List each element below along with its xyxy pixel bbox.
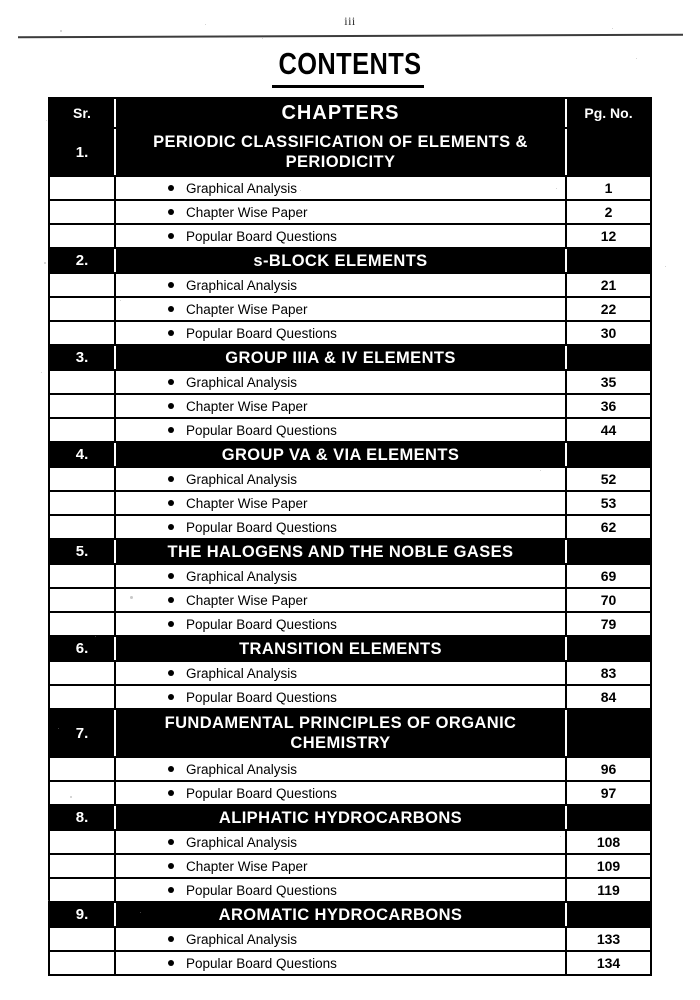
entry-label: Popular Board Questions: [186, 689, 337, 705]
bullet-icon: [168, 476, 174, 482]
bullet-icon: [168, 887, 174, 893]
entry-label-cell: [114, 662, 567, 684]
bullet-icon: [168, 790, 174, 796]
entry-label: Chapter Wise Paper: [186, 858, 308, 874]
bullet-icon: [168, 282, 174, 288]
entry-row[interactable]: [50, 201, 650, 225]
entry-label-cell: [114, 225, 567, 247]
entry-row[interactable]: [50, 395, 650, 419]
entry-sr-cell: [50, 928, 114, 950]
entry-page-number: 83: [600, 665, 617, 681]
chapter-number: 7.: [75, 724, 89, 742]
chapter-title: THE HALOGENS AND THE NOBLE GASES: [114, 540, 567, 563]
entry-label: Graphical Analysis: [186, 277, 298, 293]
entry-sr-cell: [50, 322, 114, 344]
chapter-row[interactable]: [50, 540, 650, 565]
bullet-icon: [168, 500, 174, 506]
entry-row[interactable]: [50, 298, 650, 322]
chapter-number: 2.: [75, 252, 89, 269]
entry-row[interactable]: [50, 855, 650, 879]
chapter-row[interactable]: [50, 443, 650, 468]
column-header-page-no: Pg. No.: [584, 105, 633, 121]
entry-sr-cell: [50, 613, 114, 635]
entry-page-number: 79: [600, 616, 617, 632]
entry-row[interactable]: [50, 686, 650, 710]
page-title: CONTENTS: [278, 46, 422, 81]
entry-sr-cell: [50, 879, 114, 901]
entry-sr-cell: [50, 952, 114, 974]
scan-speckle: [665, 266, 666, 267]
entry-page-number: 21: [600, 277, 617, 293]
entry-sr-cell: [50, 371, 114, 393]
contents-table-body: [50, 129, 650, 976]
entry-label-cell: [114, 492, 567, 514]
entry-sr-cell: [50, 468, 114, 490]
column-header-chapters: CHAPTERS: [114, 99, 567, 127]
entry-label-cell: [114, 395, 567, 417]
entry-row[interactable]: [50, 371, 650, 395]
chapter-row[interactable]: [50, 806, 650, 831]
entry-label: Graphical Analysis: [186, 931, 298, 947]
entry-label: Graphical Analysis: [186, 180, 298, 196]
bullet-icon: [168, 233, 174, 239]
entry-row[interactable]: [50, 322, 650, 346]
entry-label: Graphical Analysis: [186, 374, 298, 390]
entry-label-cell: [114, 177, 567, 199]
entry-label-cell: [114, 322, 567, 344]
chapter-number: 9.: [75, 906, 89, 923]
entry-sr-cell: [50, 225, 114, 247]
bullet-icon: [168, 863, 174, 869]
entry-sr-cell: [50, 589, 114, 611]
entry-sr-cell: [50, 662, 114, 684]
chapter-number: 8.: [75, 809, 89, 826]
bullet-icon: [168, 936, 174, 942]
entry-sr-cell: [50, 855, 114, 877]
scan-speckle: [60, 30, 62, 32]
chapter-page-cell: [567, 806, 650, 829]
page-folio: iii: [344, 14, 356, 28]
entry-page-number: 119: [597, 882, 620, 898]
entry-sr-cell: [50, 395, 114, 417]
entry-sr-cell: [50, 758, 114, 780]
entry-label: Chapter Wise Paper: [186, 495, 308, 511]
scan-speckle: [41, 372, 42, 373]
scan-speckle: [262, 38, 263, 39]
page-title-underline: [272, 85, 424, 88]
entry-sr-cell: [50, 201, 114, 223]
entry-row[interactable]: [50, 879, 650, 903]
entry-label: Popular Board Questions: [186, 519, 337, 535]
bullet-icon: [168, 209, 174, 215]
entry-row[interactable]: [50, 831, 650, 855]
entry-row[interactable]: [50, 492, 650, 516]
chapter-page-cell: [567, 443, 650, 466]
entry-label-cell: [114, 758, 567, 780]
entry-page-number: 108: [596, 834, 621, 850]
entry-page-number: 69: [600, 568, 617, 584]
entry-label-cell: [114, 613, 567, 635]
entry-label-cell: [114, 928, 567, 950]
entry-page-number: 62: [600, 519, 617, 535]
entry-page-number: 35: [600, 374, 617, 390]
entry-page-number: 109: [596, 858, 621, 874]
bullet-icon: [168, 427, 174, 433]
column-header-sr: Sr.: [73, 105, 91, 121]
chapter-title: FUNDAMENTAL PRINCIPLES OF ORGANIC CHEMISTRY: [114, 710, 567, 756]
entry-label: Graphical Analysis: [186, 471, 298, 487]
entry-sr-cell: [50, 831, 114, 853]
chapter-title: AROMATIC HYDROCARBONS: [114, 903, 567, 926]
bullet-icon: [168, 573, 174, 579]
entry-label: Chapter Wise Paper: [186, 301, 308, 317]
entry-label-cell: [114, 879, 567, 901]
entry-label-cell: [114, 589, 567, 611]
entry-row[interactable]: [50, 782, 650, 806]
entry-label: Graphical Analysis: [186, 665, 298, 681]
entry-row[interactable]: [50, 516, 650, 540]
entry-row[interactable]: [50, 225, 650, 249]
bullet-icon: [168, 524, 174, 530]
entry-label-cell: [114, 686, 567, 708]
entry-page-number: 22: [600, 301, 617, 317]
entry-label-cell: [114, 516, 567, 538]
entry-label-cell: [114, 831, 567, 853]
entry-row[interactable]: [50, 928, 650, 952]
entry-label-cell: [114, 298, 567, 320]
chapter-row[interactable]: [50, 710, 650, 758]
scan-speckle: [44, 262, 46, 264]
chapter-page-cell: [567, 903, 650, 926]
chapter-row[interactable]: [50, 346, 650, 371]
chapter-number: 4.: [75, 446, 89, 463]
entry-label: Popular Board Questions: [186, 882, 337, 898]
entry-row[interactable]: [50, 419, 650, 443]
entry-page-number: 53: [600, 495, 617, 511]
chapter-title: TRANSITION ELEMENTS: [114, 637, 567, 660]
chapter-page-cell: [567, 710, 650, 756]
entry-sr-cell: [50, 565, 114, 587]
entry-label: Chapter Wise Paper: [186, 592, 308, 608]
entry-row[interactable]: [50, 177, 650, 201]
entry-label: Popular Board Questions: [186, 785, 337, 801]
chapter-row[interactable]: [50, 903, 650, 928]
bullet-icon: [168, 330, 174, 336]
header-rule: [18, 34, 683, 39]
table-header-row: [50, 99, 650, 129]
entry-sr-cell: [50, 298, 114, 320]
bullet-icon: [168, 694, 174, 700]
entry-page-number: 2: [604, 204, 613, 220]
entry-sr-cell: [50, 177, 114, 199]
entry-row[interactable]: [50, 758, 650, 782]
entry-row[interactable]: [50, 613, 650, 637]
entry-label-cell: [114, 201, 567, 223]
bullet-icon: [168, 306, 174, 312]
entry-page-number: 30: [600, 325, 617, 341]
bullet-icon: [168, 670, 174, 676]
entry-page-number: 70: [600, 592, 617, 608]
entry-label: Chapter Wise Paper: [186, 204, 308, 220]
entry-label-cell: [114, 565, 567, 587]
chapter-page-cell: [567, 346, 650, 369]
entry-sr-cell: [50, 419, 114, 441]
entry-row[interactable]: [50, 565, 650, 589]
entry-page-number: 97: [600, 785, 617, 801]
chapter-number: 5.: [75, 543, 89, 560]
entry-page-number: 133: [596, 931, 621, 947]
entry-sr-cell: [50, 274, 114, 296]
bullet-icon: [168, 766, 174, 772]
chapter-row[interactable]: [50, 249, 650, 274]
bullet-icon: [168, 379, 174, 385]
bullet-icon: [168, 597, 174, 603]
entry-label: Popular Board Questions: [186, 955, 337, 971]
entry-label: Graphical Analysis: [186, 834, 298, 850]
entry-label-cell: [114, 855, 567, 877]
entry-label-cell: [114, 468, 567, 490]
entry-row[interactable]: [50, 274, 650, 298]
chapter-title: GROUP VA & VIA ELEMENTS: [114, 443, 567, 466]
chapter-page-cell: [567, 637, 650, 660]
chapter-number: 6.: [75, 640, 89, 657]
entry-label: Graphical Analysis: [186, 568, 298, 584]
entry-label: Popular Board Questions: [186, 422, 337, 438]
chapter-number: 1.: [75, 143, 89, 161]
entry-page-number: 1: [604, 180, 613, 196]
entry-label-cell: [114, 419, 567, 441]
entry-label-cell: [114, 371, 567, 393]
chapter-number: 3.: [75, 349, 89, 366]
entry-sr-cell: [50, 686, 114, 708]
chapter-title: ALIPHATIC HYDROCARBONS: [114, 806, 567, 829]
entry-label: Popular Board Questions: [186, 228, 337, 244]
entry-page-number: 52: [600, 471, 617, 487]
chapter-title: PERIODIC CLASSIFICATION OF ELEMENTS & PERIODICITY: [114, 129, 567, 175]
entry-page-number: 134: [596, 955, 621, 971]
entry-label: Chapter Wise Paper: [186, 398, 308, 414]
bullet-icon: [168, 185, 174, 191]
entry-page-number: 96: [600, 761, 617, 777]
entry-page-number: 36: [600, 398, 617, 414]
entry-row[interactable]: [50, 589, 650, 613]
entry-sr-cell: [50, 516, 114, 538]
chapter-title: s-BLOCK ELEMENTS: [114, 249, 567, 272]
entry-page-number: 84: [600, 689, 617, 705]
entry-label: Popular Board Questions: [186, 616, 337, 632]
chapter-row[interactable]: [50, 129, 650, 177]
chapter-page-cell: [567, 129, 650, 175]
scan-speckle: [46, 120, 47, 121]
bullet-icon: [168, 403, 174, 409]
bullet-icon: [168, 621, 174, 627]
entry-page-number: 12: [600, 228, 617, 244]
entry-label: Popular Board Questions: [186, 325, 337, 341]
entry-label: Graphical Analysis: [186, 761, 298, 777]
contents-table: [48, 97, 652, 976]
entry-label-cell: [114, 952, 567, 974]
chapter-title: GROUP IIIA & IV ELEMENTS: [114, 346, 567, 369]
entry-row[interactable]: [50, 468, 650, 492]
chapter-page-cell: [567, 540, 650, 563]
chapter-page-cell: [567, 249, 650, 272]
bullet-icon: [168, 960, 174, 966]
bullet-icon: [168, 839, 174, 845]
entry-sr-cell: [50, 782, 114, 804]
entry-page-number: 44: [600, 422, 617, 438]
chapter-row[interactable]: [50, 637, 650, 662]
entry-row[interactable]: [50, 952, 650, 976]
entry-label-cell: [114, 782, 567, 804]
entry-sr-cell: [50, 492, 114, 514]
entry-label-cell: [114, 274, 567, 296]
entry-row[interactable]: [50, 662, 650, 686]
